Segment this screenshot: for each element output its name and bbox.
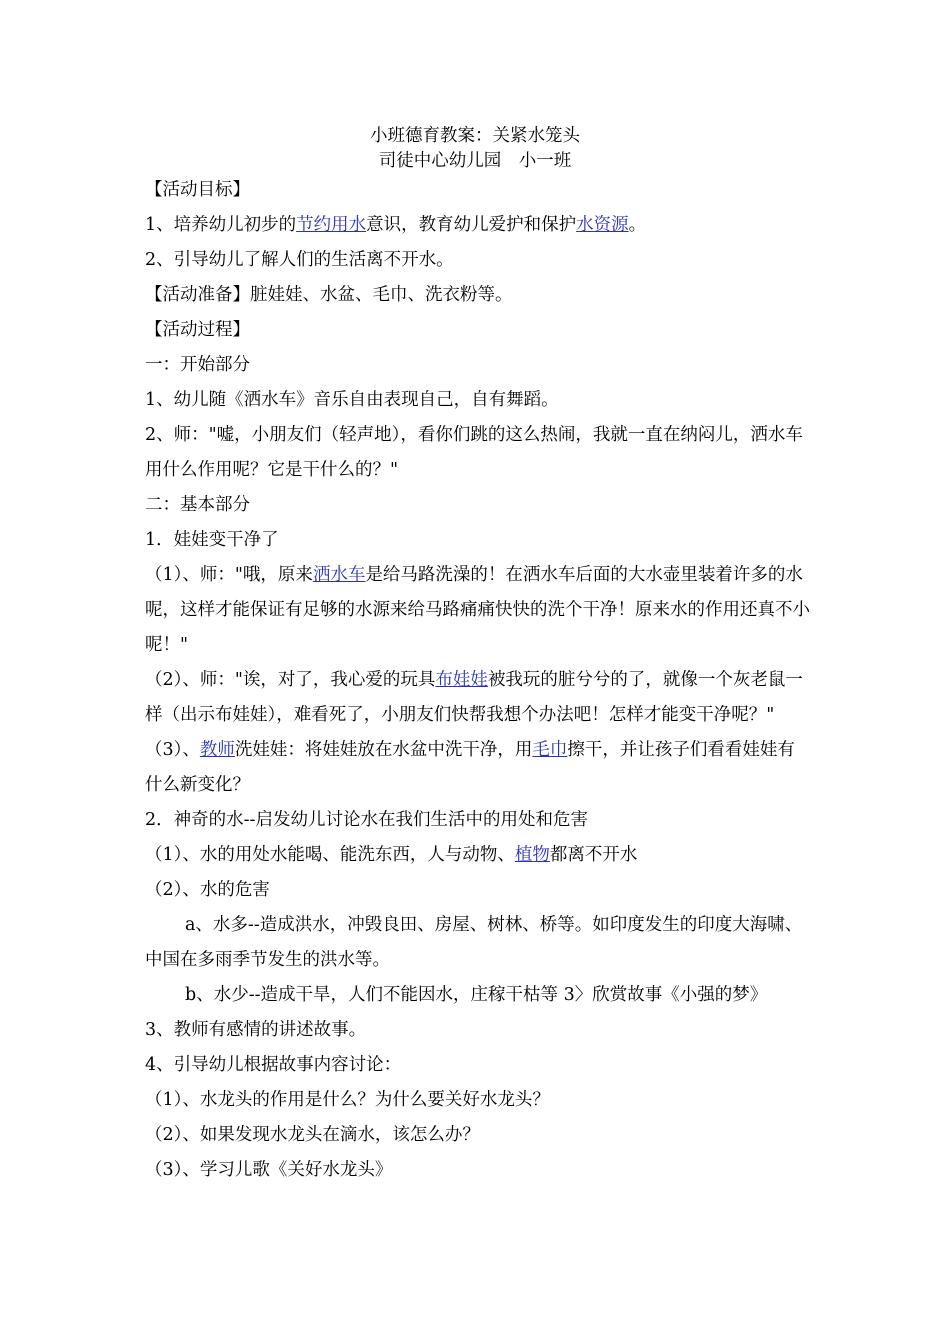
- section1-heading: 1．娃娃变干净了: [145, 530, 279, 550]
- text-run: 。: [628, 215, 647, 235]
- question-3: （3）、学习儿歌《关好水龙头》: [145, 1160, 393, 1180]
- link-plants[interactable]: 植物: [514, 845, 550, 865]
- preparation: 【活动准备】脏娃娃、水盆、毛巾、洗衣粉等。: [145, 285, 513, 305]
- link-sprinkler-truck[interactable]: 洒水车: [312, 565, 366, 585]
- section1-item-3: [145, 733, 810, 803]
- link-towel[interactable]: 毛巾: [532, 740, 568, 760]
- goal-1: [145, 208, 810, 243]
- text-run: 洗娃娃：将娃娃放在水盆中洗干净，用: [234, 740, 533, 760]
- text-run: 被我玩的脏兮兮的了，就像一个灰老鼠一样（出示布娃娃），难看死了，小朋友们快帮我想个办法吧！怎样才能变干净呢？": [145, 670, 803, 725]
- text-run: （1）、水的用处水能喝、能洗东西，人与动物、: [145, 845, 515, 865]
- section4: 4、引导幼儿根据故事内容讨论：: [145, 1055, 402, 1075]
- link-water-resources[interactable]: 水资源: [576, 215, 629, 235]
- part1-item-1: 1、幼儿随《洒水车》音乐自由表现自己，自有舞蹈。: [145, 390, 559, 410]
- process-heading: 【活动过程】: [145, 320, 250, 340]
- text-run: a、水多--造成洪水，冲毁良田、房屋、树林、桥等。如印度发生的印度大海啸、中国在多雨季节发生的洪水等。: [145, 915, 803, 970]
- indent-spacer: [145, 985, 185, 1005]
- question-2: （2）、如果发现水龙头在滴水，该怎么办？: [145, 1125, 480, 1145]
- indent-spacer: [145, 915, 185, 935]
- section2-heading: 2．神奇的水--启发幼儿讨论水在我们生活中的用处和危害: [145, 810, 588, 830]
- document-title: 小班德育教案：关紧水笼头: [370, 126, 580, 146]
- goal-2: 2、引导幼儿了解人们的生活离不开水。: [145, 250, 454, 270]
- section2-item-b: [145, 978, 810, 1013]
- text-run: （3）、: [145, 740, 200, 760]
- part1-heading: 一：开始部分: [145, 355, 250, 375]
- goal-heading: 【活动目标】: [145, 180, 250, 200]
- section3: 3、教师有感情的讲述故事。: [145, 1020, 367, 1040]
- text-run: 是给马路洗澡的！在洒水车后面的大水壶里装着许多的水呢，这样才能保证有足够的水源来给马路痛痛快快的洗个干净！原来水的作用还真不小呢！": [145, 565, 810, 655]
- text-run: （1）、师："哦，原来: [145, 565, 313, 585]
- section2-item-a: [145, 908, 810, 978]
- text-run: 1、培养幼儿初步的: [145, 215, 297, 235]
- question-1: （1）、水龙头的作用是什么？为什么要关好水龙头？: [145, 1090, 550, 1110]
- text-run: （2）、师："诶，对了，我心爱的玩具: [145, 670, 436, 690]
- part2-heading: 二：基本部分: [145, 495, 250, 515]
- section2-item-1: [145, 838, 810, 873]
- text-run: 擦干，并让孩子们看看娃娃有什么新变化？: [145, 740, 795, 795]
- link-save-water[interactable]: 节约用水: [296, 215, 367, 235]
- document-subtitle: 司徒中心幼儿园 小一班: [378, 151, 572, 171]
- text-run: 都离不开水: [549, 845, 638, 865]
- text-run: 意识，教育幼儿爱护和保护: [366, 215, 577, 235]
- part1-item-2: 2、师："嘘，小朋友们（轻声地），看你们跳的这么热闹，我就一直在纳闷儿，洒水车用什么作用呢？它是干什么的？": [145, 425, 803, 480]
- text-run: b、水少--造成干旱，人们不能因水，庄稼干枯等 3〉欣赏故事《小强的梦》: [185, 985, 768, 1005]
- section2-item-2: （2）、水的危害: [145, 880, 270, 900]
- section1-item-2: [145, 663, 810, 733]
- link-teacher[interactable]: 教师: [199, 740, 235, 760]
- document-body: [145, 173, 810, 1188]
- link-cloth-doll[interactable]: 布娃娃: [435, 670, 488, 690]
- section1-item-1: [145, 558, 810, 663]
